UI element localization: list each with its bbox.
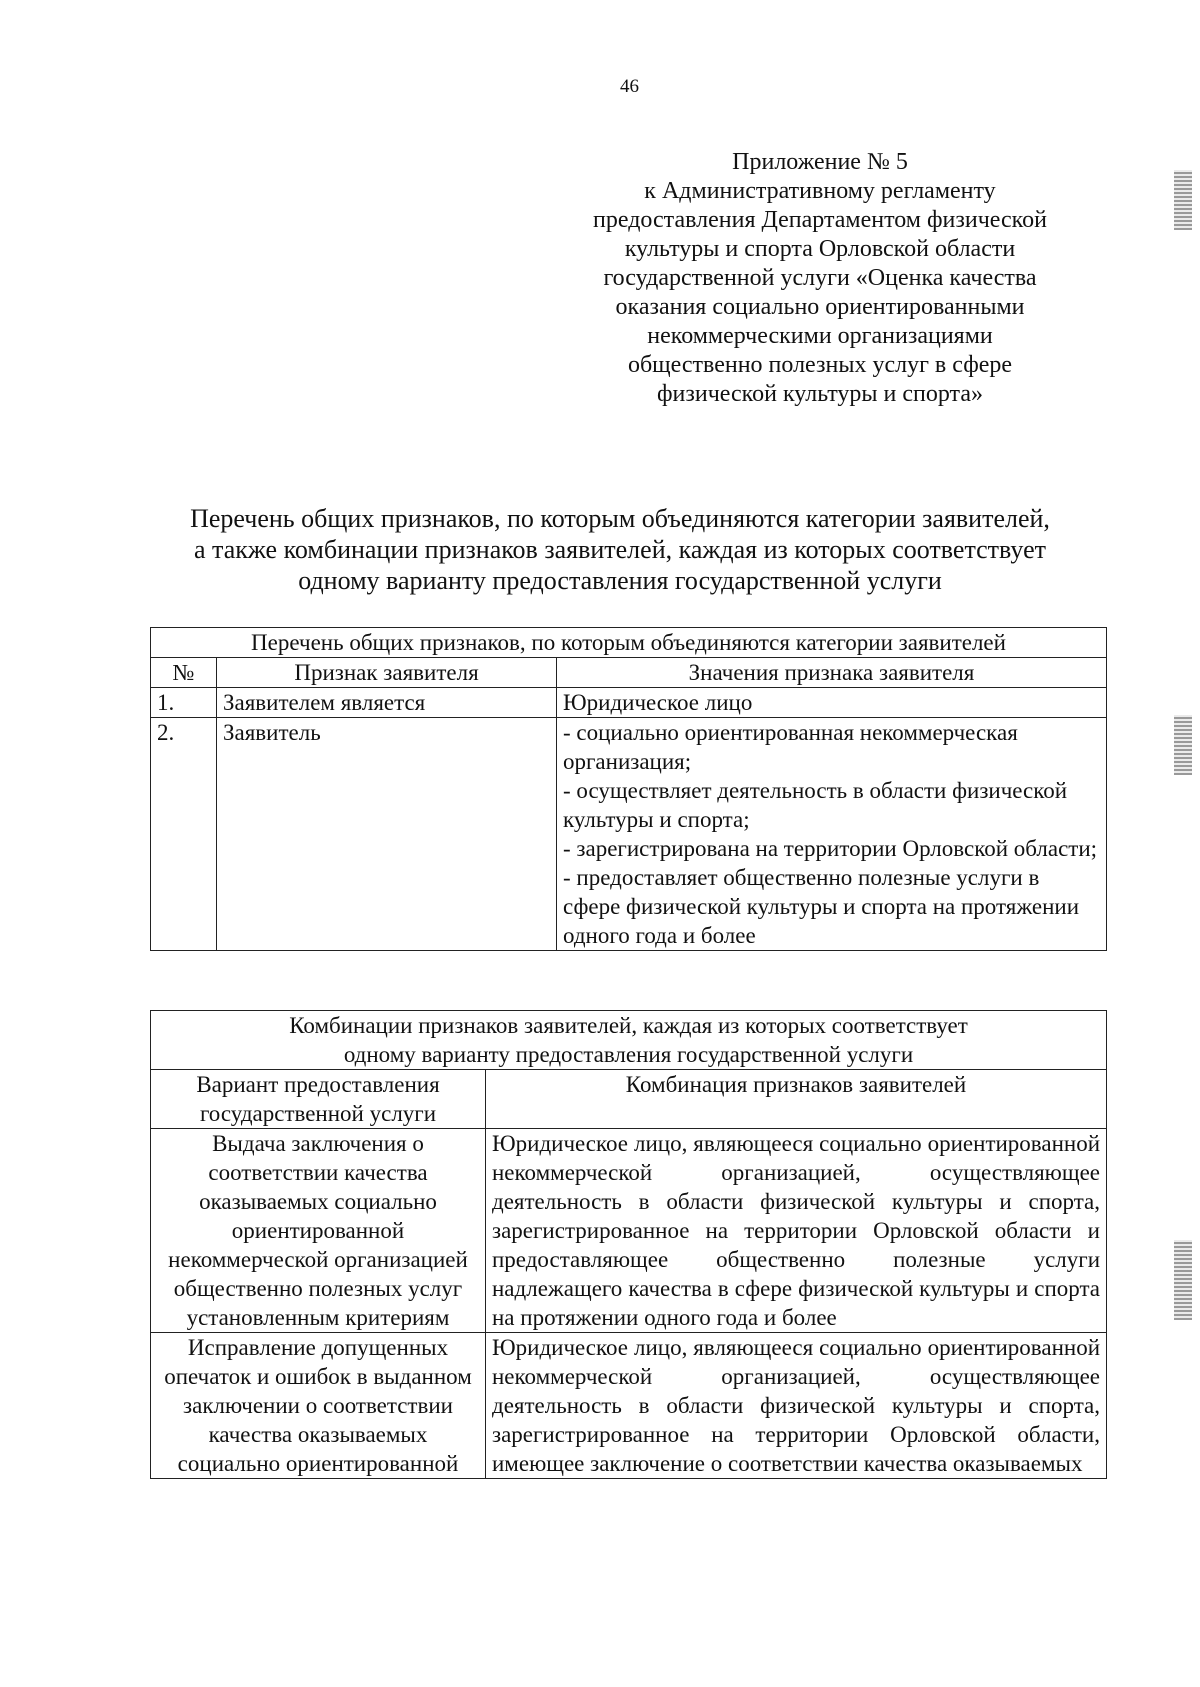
appendix-header [570, 148, 1070, 409]
scan-binding-mark [1174, 715, 1192, 775]
appendix-line: физической культуры и спорта» [656, 381, 983, 407]
appendix-line: общественно полезных услуг в сфере [627, 352, 1013, 378]
table-row [151, 1129, 1107, 1333]
row-number: 2. [151, 718, 217, 951]
title-line: а также комбинации признаков заявителей, каждая из которых соответствует [194, 535, 1046, 564]
table1-caption: Перечень общих признаков, по которым объединяются категории заявителей [151, 628, 1107, 658]
value-line: - предоставляет общественно полезные услуги в сфере физической культуры и спорта на протяжении одного года и более [563, 865, 1080, 948]
document-title [140, 503, 1100, 596]
table-caption-row [151, 1011, 1107, 1070]
applicant-signs-table [150, 627, 1107, 951]
appendix-line: к Административному регламенту [644, 178, 996, 204]
header-combination: Комбинация признаков заявителей [486, 1070, 1107, 1129]
header-variant: Вариант предоставления государственной услуги [151, 1070, 486, 1129]
appendix-line: некоммерческими организациями [647, 323, 993, 349]
row-value [557, 688, 1107, 718]
combinations-table [150, 1010, 1107, 1479]
row-variant: Исправление допущенных опечаток и ошибок в выданном заключении о соответствии качества оказываемых социально ориентированной [151, 1333, 486, 1479]
table-row [151, 688, 1107, 718]
caption-line: одному варианту предоставления государственной услуги [343, 1042, 914, 1067]
table-row [151, 1333, 1107, 1479]
appendix-line: государственной услуги «Оценка качества [603, 265, 1037, 291]
appendix-line: культуры и спорта Орловской области [624, 236, 1016, 262]
appendix-line: Приложение № 5 [732, 149, 908, 175]
row-number: 1. [151, 688, 217, 718]
value-line: - социально ориентированная некоммерческая организация; [563, 720, 1018, 774]
row-sign: Заявителем является [217, 688, 557, 718]
header-sign-value: Значения признака заявителя [557, 658, 1107, 688]
scan-binding-mark [1174, 1240, 1192, 1320]
appendix-line: предоставления Департаментом физической [593, 207, 1047, 233]
title-line: Перечень общих признаков, по которым объединяются категории заявителей, [190, 504, 1050, 533]
table2-caption [151, 1011, 1107, 1070]
value-line: - зарегистрирована на территории Орловской области; [563, 836, 1098, 861]
row-value [557, 718, 1107, 951]
scan-binding-mark [1174, 170, 1192, 230]
header-sign: Признак заявителя [217, 658, 557, 688]
value-line: Юридическое лицо [563, 690, 753, 715]
value-line: - осуществляет деятельность в области физической культуры и спорта; [563, 778, 1068, 832]
row-combination: Юридическое лицо, являющееся социально ориентированной некоммерческой организацией, осуществляющее деятельность в области физической культуры и спорта, зарегистрированное на территории Орловской области, имеющее заключение о соответствии качества оказываемых [486, 1333, 1107, 1479]
row-combination: Юридическое лицо, являющееся социально ориентированной некоммерческой организацией, осуществляющее деятельность в области физической культуры и спорта, зарегистрированное на территории Орловской области и предоставляющее общественно полезные услуги надлежащего качества в сфере физической культуры и спорта на протяжении одного года и более [486, 1129, 1107, 1333]
header-number: № [151, 658, 217, 688]
title-line: одному варианту предоставления государственной услуги [298, 566, 942, 595]
page-number: 46 [620, 76, 639, 97]
table-caption-row [151, 628, 1107, 658]
row-sign: Заявитель [217, 718, 557, 951]
appendix-line: оказания социально ориентированными [615, 294, 1025, 320]
table-header-row [151, 1070, 1107, 1129]
row-variant: Выдача заключения о соответствии качества оказываемых социально ориентированной некоммерческой организацией общественно полезных услуг установленным критериям [151, 1129, 486, 1333]
caption-line: Комбинации признаков заявителей, каждая из которых соответствует [289, 1013, 968, 1038]
table-header-row [151, 658, 1107, 688]
table-row [151, 718, 1107, 951]
